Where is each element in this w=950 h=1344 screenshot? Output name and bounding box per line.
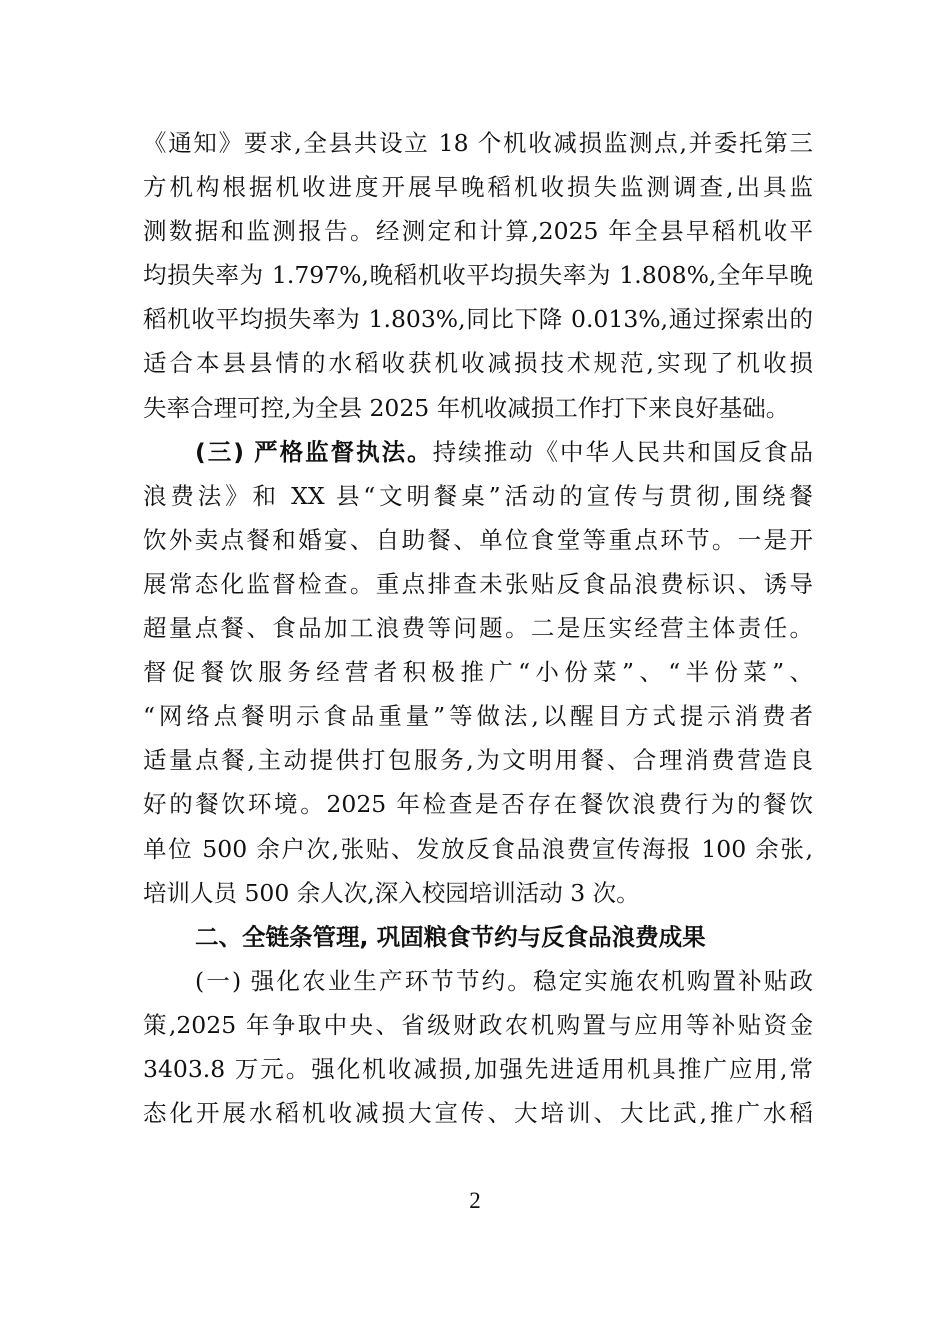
text-line: 展常态化监督检查。重点排查未张贴反食品浪费标识、诱导 (143, 569, 813, 598)
paragraph-first-line (143, 430, 813, 474)
text-line: 方机构根据机收进度开展早晚稻机收损失监测调查,出具监 (143, 173, 813, 202)
text-line: 适合本县县情的水稻收获机收减损技术规范,实现了机收损 (143, 349, 813, 378)
paragraph-first-line: (一) 强化农业生产环节节约。稳定实施农机购置补贴政 (195, 966, 813, 995)
text-line: 失率合理可控,为全县 2025 年机收减损工作打下来良好基础。 (143, 393, 790, 422)
text-line: 督促餐饮服务经营者积极推广“小份菜”、“半份菜”、 (143, 658, 813, 687)
text-fragment: 持续推动《中华人民共和国反食品 (432, 437, 813, 466)
text-line: 测数据和监测报告。经测定和计算,2025 年全县早稻机收平 (143, 217, 813, 246)
text-line: 态化开展水稻机收减损大宣传、大培训、大比武,推广水稻 (143, 1099, 813, 1128)
text-line: 适量点餐,主动提供打包服务,为文明用餐、合理消费营造良 (143, 746, 813, 775)
text-line: 均损失率为 1.797%,晚稻机收平均损失率为 1.808%,全年早晚 (143, 261, 813, 290)
body-text (143, 121, 813, 1135)
text-line: 稻机收平均损失率为 1.803%,同比下降 0.013%,通过探索出的 (143, 305, 813, 334)
text-line: 《通知》要求,全县共设立 18 个机收减损监测点,并委托第三 (143, 129, 813, 157)
section-lead: (三) 严格监督执法。 (195, 437, 433, 466)
text-line: 浪费法》和 XX 县“文明餐桌”活动的宣传与贯彻,围绕餐 (143, 481, 813, 510)
text-line: 培训人员 500 余人次,深入校园培训活动 3 次。 (143, 878, 640, 907)
text-line: 饮外卖点餐和婚宴、自助餐、单位食堂等重点环节。一是开 (143, 525, 813, 554)
text-line: 超量点餐、食品加工浪费等问题。二是压实经营主体责任。 (143, 614, 813, 643)
page-number: 2 (469, 1188, 481, 1213)
text-line: 好的餐饮环境。2025 年检查是否存在餐饮浪费行为的餐饮 (143, 790, 813, 819)
section-heading: 二、全链条管理, 巩固粮食节约与反食品浪费成果 (195, 922, 706, 951)
text-line: 单位 500 余户次,张贴、发放反食品浪费宣传海报 100 余张, (143, 834, 813, 863)
text-line: 3403.8 万元。强化机收减损,加强先进适用机具推广应用,常 (143, 1054, 813, 1083)
text-line: “网络点餐明示食品重量”等做法,以醒目方式提示消费者 (143, 702, 813, 731)
text-line: 策,2025 年争取中央、省级财政农机购置与应用等补贴资金 (143, 1010, 813, 1039)
